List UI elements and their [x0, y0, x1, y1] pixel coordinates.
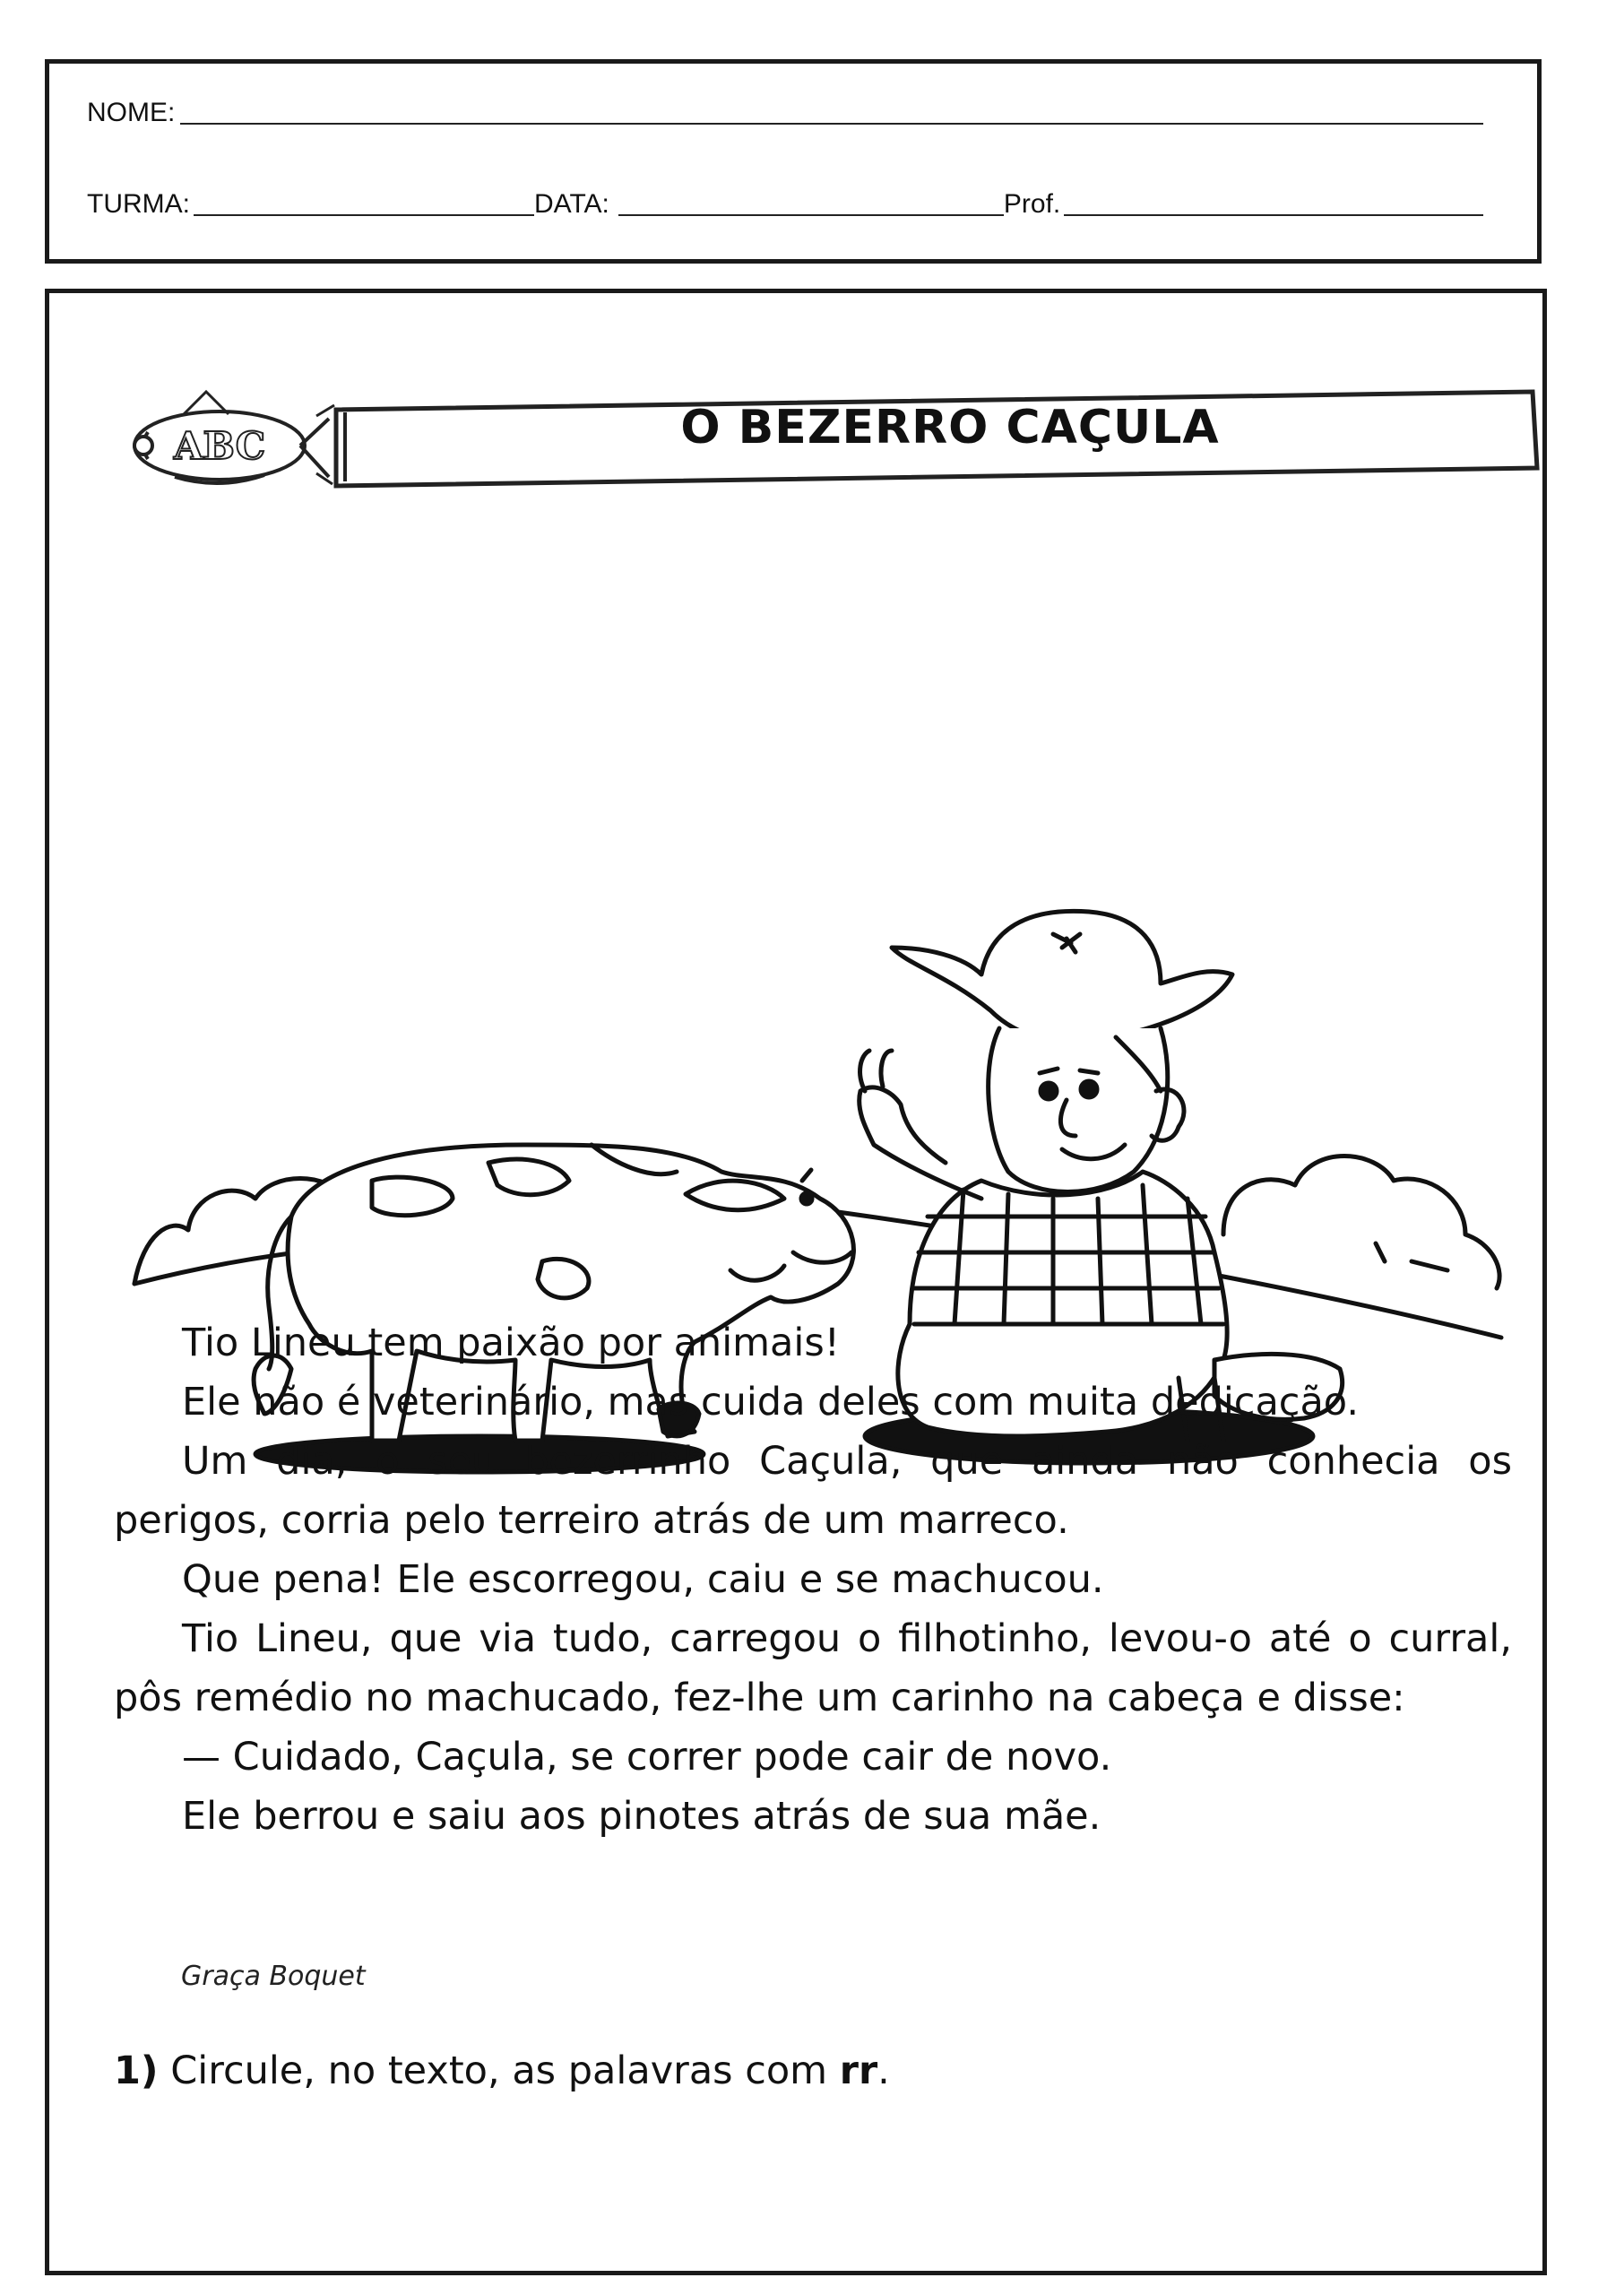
question-end: . [877, 2048, 890, 2093]
story-paragraph: Ele não é veterinário, mas cuida deles com muita dedicação. [182, 1380, 1360, 1425]
title-banner [121, 369, 1555, 504]
date-label: DATA: [534, 189, 609, 219]
story-paragraph: — Cuidado, Caçula, se correr pode cair de novo. [182, 1735, 1112, 1780]
story-paragraph: Tio Lineu tem paixão por animais! [182, 1321, 840, 1365]
question-number: 1) [114, 2048, 159, 2093]
worksheet-title: O BEZERRO CAÇULA [680, 401, 1220, 455]
story-paragraph: Ele berrou e saiu aos pinotes atrás de sua mãe. [182, 1794, 1101, 1839]
story-paragraph: Um dia, o seu bezerrinho Caçula, que ainda não conhecia os perigos, corria pelo terreiro atrás de um marreco. [114, 1439, 1512, 1543]
story-paragraph: Que pena! Ele escorregou, caiu e se machucou. [182, 1557, 1104, 1602]
teacher-field[interactable] [1064, 189, 1483, 216]
question-text: Circule, no texto, as palavras com [158, 2048, 840, 2093]
story-paragraph: Tio Lineu, que via tudo, carregou o filhotinho, levou-o até o curral, pôs remédio no machucado, fez-lhe um carinho na cabeça e disse: [114, 1616, 1512, 1720]
name-field[interactable] [180, 98, 1483, 125]
class-field[interactable] [194, 189, 534, 216]
class-date-teacher-row [87, 189, 1483, 220]
class-label: TURMA: [87, 189, 190, 219]
question-1 [114, 2048, 890, 2093]
logo-text: ABC [173, 424, 266, 468]
name-label: NOME: [87, 98, 176, 127]
name-row [87, 98, 1483, 128]
story-text [114, 1313, 1512, 1846]
teacher-label: Prof. [1003, 189, 1061, 219]
student-info-box [45, 59, 1542, 264]
question-highlight: rr [839, 2048, 878, 2093]
date-field[interactable] [618, 189, 1004, 216]
story-author: Graça Boquet [181, 1961, 366, 1992]
worksheet-content-box [45, 289, 1547, 2275]
